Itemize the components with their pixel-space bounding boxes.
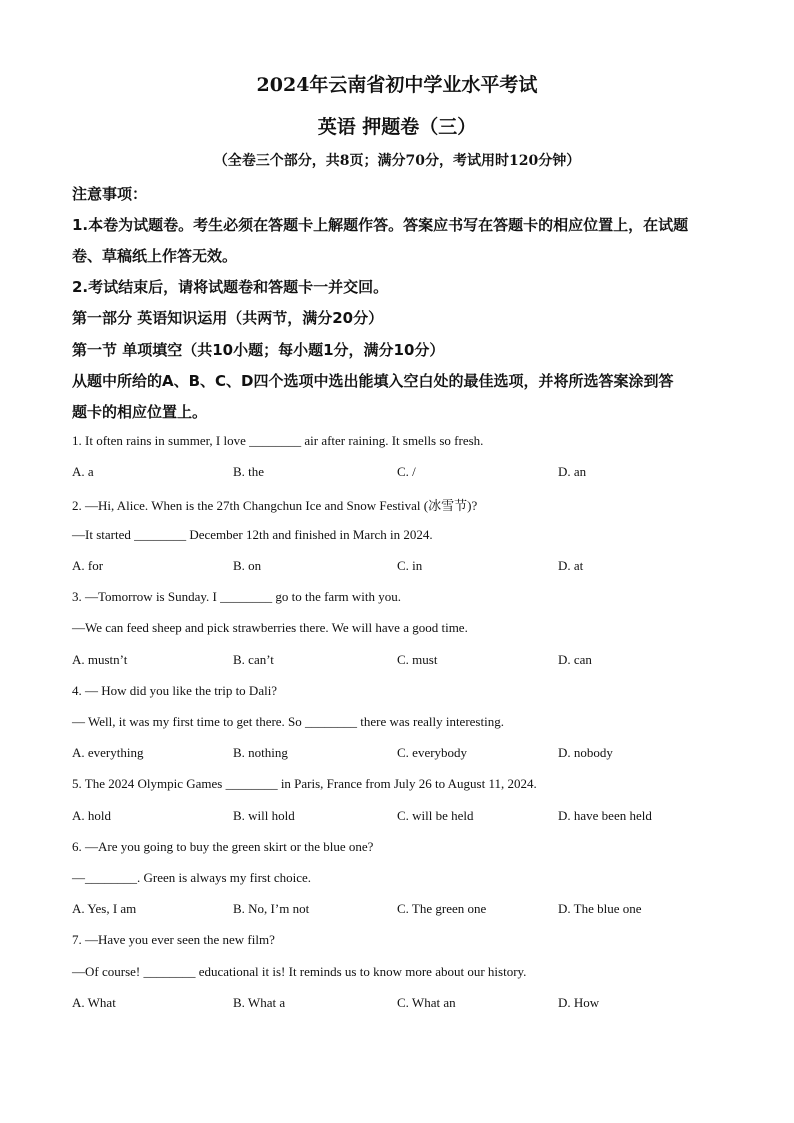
question-7-line-2: —Of course! ________ educational it is! It reminds us to know more about our history. xyxy=(72,964,527,979)
question-6-option-b: B. No, I’m not xyxy=(233,901,310,916)
notice-heading: 注意事项： xyxy=(72,185,148,203)
question-7-option-b: B. What a xyxy=(233,995,286,1010)
question-3-option-a: A. mustn’t xyxy=(72,652,128,667)
question-4-option-b: B. nothing xyxy=(233,745,288,760)
instruction-line-1: 从题中所给的A、B、C、D四个选项中选出能填入空白处的最佳选项，并将所选答案涂到答 xyxy=(72,372,674,390)
section-1-title: 第一节 单项填空（共10小题；每小题1分，满分10分） xyxy=(72,341,445,359)
question-1-option-d: D. an xyxy=(558,464,587,479)
notice-item-1-line-2: 卷、草稿纸上作答无效。 xyxy=(72,247,238,265)
question-6-option-c: C. The green one xyxy=(397,901,487,916)
question-7-option-d: D. How xyxy=(558,995,600,1010)
question-6-option-a: A. Yes, I am xyxy=(72,901,137,916)
question-4-option-d: D. nobody xyxy=(558,745,613,760)
question-7-stem: 7. —Have you ever seen the new film? xyxy=(72,932,275,947)
question-4-option-a: A. everything xyxy=(72,745,144,760)
instruction-line-2: 题卡的相应位置上。 xyxy=(72,403,208,421)
question-4-stem: 4. — How did you like the trip to Dali? xyxy=(72,683,278,698)
question-3-line-2: —We can feed sheep and pick strawberries there. We will have a good time. xyxy=(72,620,468,635)
question-3-stem: 3. —Tomorrow is Sunday. I ________ go to the farm with you. xyxy=(72,589,401,604)
question-6-line-2: —________. Green is always my first choice. xyxy=(72,870,312,885)
question-7-option-a: A. What xyxy=(72,995,116,1010)
question-2-option-a: A. for xyxy=(72,558,104,573)
question-6-option-d: D. The blue one xyxy=(558,901,642,916)
part-1-title: 第一部分 英语知识运用（共两节，满分20分） xyxy=(72,309,384,327)
question-5-option-a: A. hold xyxy=(72,808,111,823)
question-7-option-c: C. What an xyxy=(397,995,456,1010)
question-5-option-c: C. will be held xyxy=(397,808,474,823)
question-1-option-b: B. the xyxy=(233,464,265,479)
question-2-line-2: —It started ________ December 12th and finished in March in 2024. xyxy=(72,527,433,542)
question-2-option-d: D. at xyxy=(558,558,584,573)
question-5-stem: 5. The 2024 Olympic Games ________ in Paris, France from July 26 to August 11, 2024. xyxy=(72,776,537,791)
question-5-option-d: D. have been held xyxy=(558,808,652,823)
exam-title: 2024年云南省初中学业水平考试 xyxy=(256,74,538,96)
question-2-stem: 2. —Hi, Alice. When is the 27th Changchun Ice and Snow Festival (冰雪节)? xyxy=(72,498,478,513)
exam-info: （全卷三个部分，共8页；满分70分，考试用时120分钟） xyxy=(213,153,581,169)
question-1-stem: 1. It often rains in summer, I love ________ air after raining. It smells so fresh. xyxy=(72,433,484,448)
question-3-option-d: D. can xyxy=(558,652,592,667)
question-3-option-c: C. must xyxy=(397,652,438,667)
question-1-option-a: A. a xyxy=(72,464,94,479)
question-4-option-c: C. everybody xyxy=(397,745,468,760)
question-2-option-c: C. in xyxy=(397,558,423,573)
question-2-option-b: B. on xyxy=(233,558,262,573)
question-5-option-b: B. will hold xyxy=(233,808,295,823)
notice-item-2: 2.考试结束后，请将试题卷和答题卡一并交回。 xyxy=(72,278,389,296)
notice-item-1-line-1: 1.本卷为试题卷。考生必须在答题卡上解题作答。答案应书写在答题卡的相应位置上，在试题 xyxy=(72,216,689,234)
exam-subtitle: 英语 押题卷（三） xyxy=(317,116,477,138)
question-4-line-2: — Well, it was my first time to get there. So ________ there was really interesting. xyxy=(72,714,504,729)
question-3-option-b: B. can’t xyxy=(233,652,274,667)
question-6-stem: 6. —Are you going to buy the green skirt or the blue one? xyxy=(72,839,374,854)
question-1-option-c: C. / xyxy=(397,464,416,479)
